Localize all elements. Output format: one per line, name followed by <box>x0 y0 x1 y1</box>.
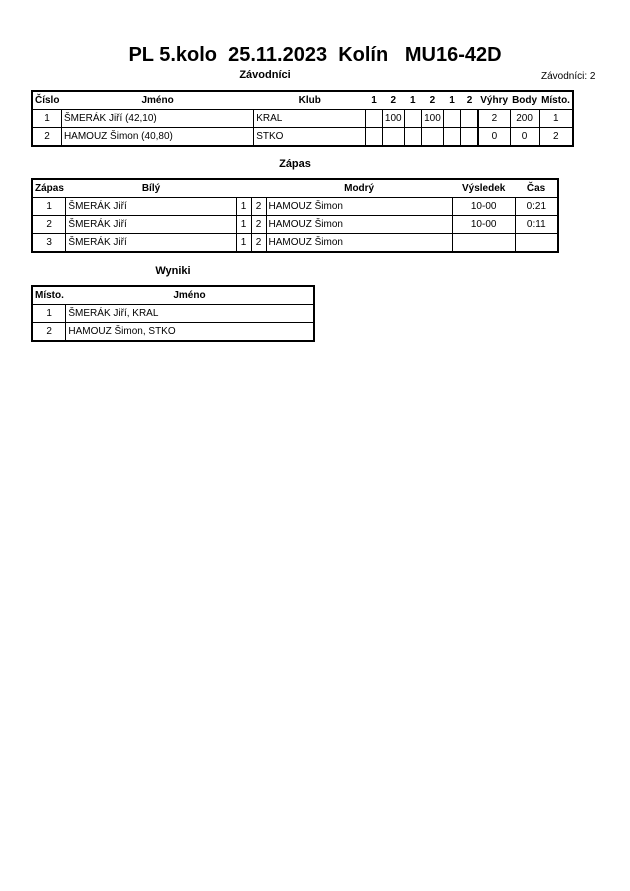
col-number: Číslo <box>35 95 60 106</box>
competitor-name: ŠMERÁK Jiří (42,10) <box>61 110 253 128</box>
col-r6: 2 <box>466 95 473 106</box>
col-r3: 1 <box>410 95 416 106</box>
round-score <box>382 128 404 147</box>
match-result: 10-00 <box>452 216 515 234</box>
result-name: HAMOUZ Šimon, STKO <box>66 323 314 342</box>
white-score: 1 <box>236 198 251 216</box>
competitor-number: 2 <box>32 128 61 147</box>
round-score <box>404 128 422 147</box>
competitor-wins: 2 <box>478 110 510 128</box>
matches-header-row <box>32 179 558 198</box>
col-club: Klub <box>298 95 321 106</box>
round-score <box>366 128 383 147</box>
match-time <box>515 234 558 253</box>
blue-fighter: HAMOUZ Šimon <box>266 198 452 216</box>
white-score: 1 <box>236 234 251 253</box>
round-score <box>443 128 461 147</box>
competitors-table <box>31 90 574 147</box>
match-number: 1 <box>32 198 66 216</box>
competitor-points: 0 <box>510 128 539 147</box>
white-fighter: ŠMERÁK Jiří <box>66 216 236 234</box>
result-name: ŠMERÁK Jiří, KRAL <box>66 305 314 323</box>
blue-score: 2 <box>251 234 266 253</box>
results-header-row <box>32 286 314 305</box>
round-score <box>461 128 479 147</box>
blue-fighter: HAMOUZ Šimon <box>266 216 452 234</box>
col-place: Místo. <box>541 95 570 106</box>
table-row <box>32 128 573 147</box>
match-time: 0:11 <box>515 216 558 234</box>
match-result: 10-00 <box>452 198 515 216</box>
blue-score: 2 <box>251 198 266 216</box>
blue-fighter: HAMOUZ Šimon <box>266 234 452 253</box>
round-score <box>366 110 383 128</box>
match-number: 3 <box>32 234 66 253</box>
competitors-heading: Závodníci <box>239 69 291 81</box>
competitor-club: STKO <box>254 128 366 147</box>
matches-table <box>31 178 559 253</box>
competitor-place: 2 <box>539 128 573 147</box>
match-time: 0:21 <box>515 198 558 216</box>
match-number: 2 <box>32 216 66 234</box>
table-row <box>32 198 558 216</box>
competitor-name: HAMOUZ Šimon (40,80) <box>61 128 253 147</box>
results-table <box>31 285 315 342</box>
competitor-count: Závodníci: 2 <box>541 71 596 82</box>
col-blue: Modrý <box>344 183 375 194</box>
competitor-points: 200 <box>510 110 539 128</box>
col-result: Výsledek <box>461 183 506 194</box>
round-score: 100 <box>382 110 404 128</box>
table-row <box>32 234 558 253</box>
col-name: Jméno <box>141 95 174 106</box>
round-score: 100 <box>422 110 444 128</box>
result-place: 1 <box>32 305 66 323</box>
competitors-header-row <box>32 91 573 110</box>
table-row <box>32 216 558 234</box>
col-points: Body <box>512 95 538 106</box>
table-row <box>32 323 314 342</box>
blue-score: 2 <box>251 216 266 234</box>
competitor-club: KRAL <box>254 110 366 128</box>
col-wins: Výhry <box>480 95 509 106</box>
page-title: PL 5.kolo 25.11.2023 Kolín MU16-42D <box>128 44 502 66</box>
round-score <box>404 110 422 128</box>
white-fighter: ŠMERÁK Jiří <box>66 234 236 253</box>
round-score <box>443 110 461 128</box>
round-score <box>461 110 479 128</box>
match-result <box>452 234 515 253</box>
col-r4: 2 <box>429 95 436 106</box>
col-match: Zápas <box>35 183 64 194</box>
white-fighter: ŠMERÁK Jiří <box>66 198 236 216</box>
col-r2: 2 <box>390 95 397 106</box>
competitor-place: 1 <box>539 110 573 128</box>
matches-heading: Zápas <box>279 158 311 170</box>
competitor-number: 1 <box>32 110 61 128</box>
competitor-wins: 0 <box>478 128 510 147</box>
col-place: Místo. <box>35 290 64 301</box>
col-r5: 1 <box>449 95 455 106</box>
result-place: 2 <box>32 323 66 342</box>
col-time: Čas <box>526 183 546 194</box>
col-r1: 1 <box>371 95 377 106</box>
col-white: Bílý <box>141 183 161 194</box>
table-row <box>32 305 314 323</box>
col-name: Jméno <box>173 290 206 301</box>
round-score <box>422 128 444 147</box>
table-row <box>32 110 573 128</box>
white-score: 1 <box>236 216 251 234</box>
results-heading: Wyniki <box>155 265 191 277</box>
